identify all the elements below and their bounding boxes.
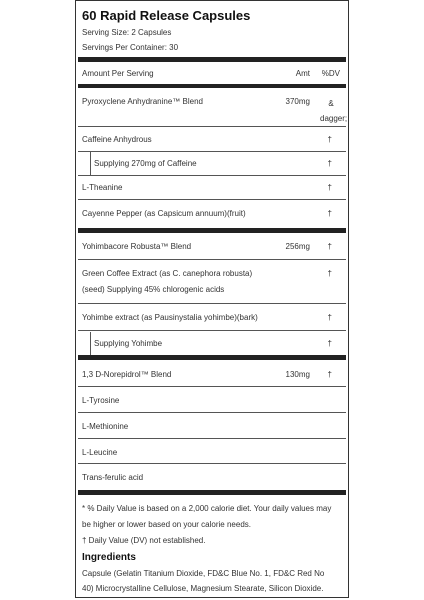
row-divider (78, 412, 346, 413)
blend-amount: 130mg (285, 370, 310, 379)
row-divider (78, 330, 346, 331)
row-divider (78, 463, 346, 464)
ingredient-name-continued: (seed) Supplying 45% chlorogenic acids (82, 285, 225, 294)
blend-dv: † (327, 242, 332, 251)
row-divider (78, 438, 346, 439)
blend-dv (320, 96, 348, 126)
blend-name: 1,3 D-Norepidrol™ Blend (82, 370, 172, 379)
supplement-facts-panel (75, 0, 349, 598)
row-divider (78, 199, 346, 200)
ingredient-dv: † (327, 135, 332, 144)
row-divider (78, 126, 346, 127)
ingredient-dv: † (327, 339, 332, 348)
ingredient-row (78, 176, 346, 198)
ingredient-row (78, 415, 346, 437)
blend-row (78, 235, 346, 257)
ingredient-row (78, 441, 346, 463)
ingredient-dv: † (327, 183, 332, 192)
ingredient-row (78, 152, 346, 174)
dv-column-label: %DV (321, 69, 340, 78)
ingredient-row (78, 306, 346, 328)
ingredient-name: Cayenne Pepper (as Capsicum annuum)(fruit) (82, 209, 246, 218)
ingredient-row (78, 466, 346, 488)
blend-amount: 370mg (285, 97, 310, 106)
ingredient-name: L-Theanine (82, 183, 123, 192)
serving-size: Serving Size: 2 Capsules (82, 28, 172, 37)
ingredient-name: Yohimbe extract (as Pausinystalia yohimbe)(bark) (82, 313, 258, 322)
blend-name: Pyroxyclene Anhydranine™ Blend (82, 97, 203, 106)
blend-dv-line1: & (328, 99, 334, 108)
blend-amount: 256mg (285, 242, 310, 251)
footnote-dagger: † Daily Value (DV) not established. (82, 536, 206, 545)
amt-column-label: Amt (295, 69, 310, 78)
ingredient-dv: † (327, 159, 332, 168)
ingredient-name: L-Leucine (82, 448, 118, 457)
ingredient-name: Trans-ferulic acid (82, 473, 144, 482)
ingredient-name: Supplying 270mg of Caffeine (94, 159, 197, 168)
ingredient-name: Caffeine Anhydrous (82, 135, 152, 144)
servings-per-container: Servings Per Container: 30 (82, 43, 179, 52)
ingredients-heading: Ingredients (82, 552, 136, 563)
ingredient-row (78, 128, 346, 150)
column-divider (78, 84, 346, 88)
row-divider (78, 259, 346, 260)
ingredient-row (78, 262, 346, 300)
blend-divider (78, 355, 346, 360)
ingredients-text: Capsule (Gelatin Titanium Dioxide, FD&C Blue No. 1, FD&C Red No (82, 569, 325, 578)
ingredient-name: L-Tyrosine (82, 396, 120, 405)
footnote-divider (78, 490, 346, 495)
ingredient-row (78, 202, 346, 224)
amount-per-serving-label: Amount Per Serving (82, 69, 154, 78)
ingredient-name: Green Coffee Extract (as C. canephora robusta) (82, 269, 253, 278)
ingredient-dv: † (327, 269, 332, 278)
blend-name: Yohimbacore Robusta™ Blend (82, 242, 192, 251)
row-divider (78, 303, 346, 304)
footnote-daily-value: * % Daily Value is based on a 2,000 calorie diet. Your daily values may (82, 504, 332, 513)
blend-dv: † (327, 370, 332, 379)
blend-dv-line2: dagger; (320, 114, 348, 123)
ingredient-dv: † (327, 209, 332, 218)
row-divider (78, 386, 346, 387)
blend-row (78, 90, 346, 124)
ingredient-row (78, 332, 346, 354)
blend-divider (78, 228, 346, 233)
indent-box-line (90, 332, 91, 355)
ingredient-dv: † (327, 313, 332, 322)
ingredient-name: L-Methionine (82, 422, 129, 431)
ingredient-name: Supplying Yohimbe (94, 339, 163, 348)
product-title: 60 Rapid Release Capsules (82, 8, 251, 23)
ingredients-text-continued: 40) Microcrystalline Cellulose, Magnesium Stearate, Silicon Dioxide. (82, 584, 324, 593)
column-header-row (78, 62, 346, 84)
blend-row (78, 363, 346, 385)
ingredient-row (78, 389, 346, 411)
footnote-daily-value-continued: be higher or lower based on your calorie needs. (82, 520, 251, 529)
indent-box-line (90, 152, 91, 175)
